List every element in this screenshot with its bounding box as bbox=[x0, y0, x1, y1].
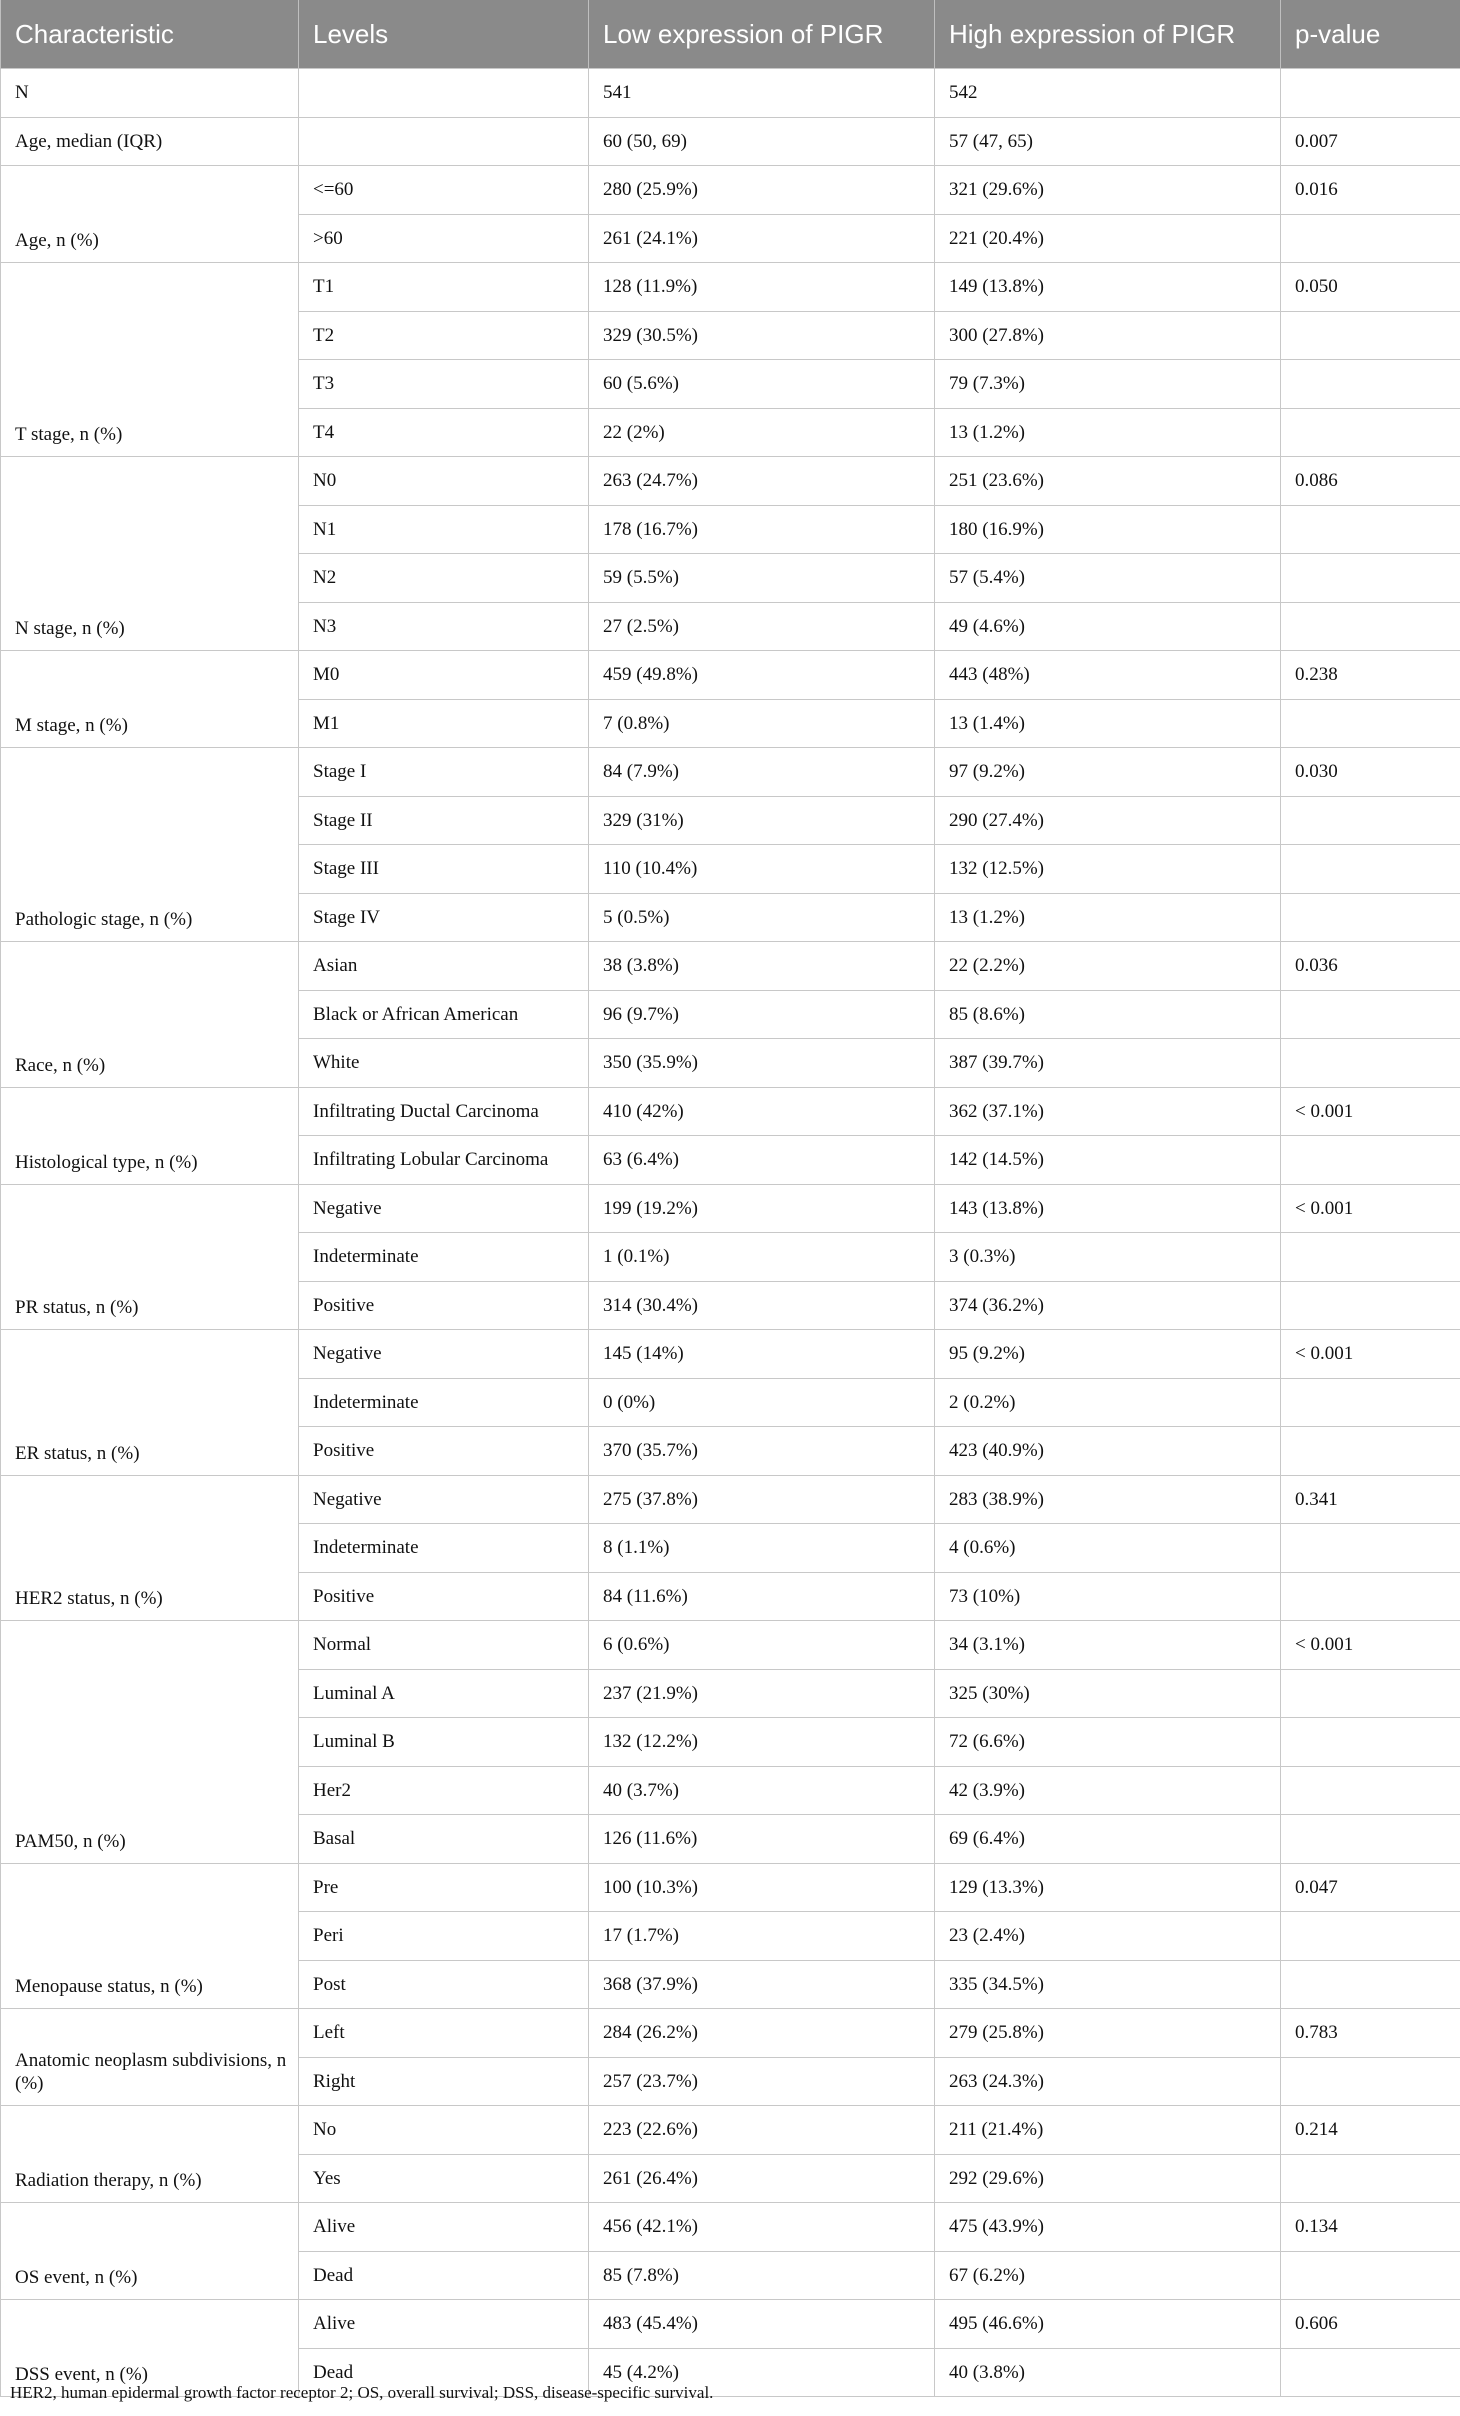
high-expression-cell: 57 (47, 65) bbox=[935, 117, 1281, 166]
high-expression-cell: 374 (36.2%) bbox=[935, 1281, 1281, 1330]
high-expression-cell: 73 (10%) bbox=[935, 1572, 1281, 1621]
p-value-cell bbox=[1281, 845, 1460, 894]
characteristic-cell: Anatomic neoplasm subdivisions, n (%) bbox=[1, 2009, 299, 2106]
high-expression-cell: 79 (7.3%) bbox=[935, 360, 1281, 409]
low-expression-cell: 22 (2%) bbox=[589, 408, 935, 457]
table-row bbox=[1, 1621, 1460, 1670]
low-expression-cell: 263 (24.7%) bbox=[589, 457, 935, 506]
characteristic-cell: PAM50, n (%) bbox=[1, 1621, 299, 1864]
high-expression-cell: 321 (29.6%) bbox=[935, 166, 1281, 215]
p-value-cell bbox=[1281, 311, 1460, 360]
low-expression-cell: 199 (19.2%) bbox=[589, 1184, 935, 1233]
table-row bbox=[1, 2203, 1460, 2252]
table-row bbox=[1, 1184, 1460, 1233]
low-expression-cell: 370 (35.7%) bbox=[589, 1427, 935, 1476]
high-expression-cell: 3 (0.3%) bbox=[935, 1233, 1281, 1282]
level-cell: Negative bbox=[299, 1330, 589, 1379]
high-expression-cell: 4 (0.6%) bbox=[935, 1524, 1281, 1573]
table-row bbox=[1, 1087, 1460, 1136]
high-expression-cell: 34 (3.1%) bbox=[935, 1621, 1281, 1670]
p-value-cell: < 0.001 bbox=[1281, 1330, 1460, 1379]
p-value-cell bbox=[1281, 2057, 1460, 2106]
level-cell: N2 bbox=[299, 554, 589, 603]
p-value-cell: 0.016 bbox=[1281, 166, 1460, 215]
p-value-cell bbox=[1281, 1039, 1460, 1088]
characteristic-cell: Histological type, n (%) bbox=[1, 1087, 299, 1184]
low-expression-cell: 456 (42.1%) bbox=[589, 2203, 935, 2252]
characteristic-cell: Age, median (IQR) bbox=[1, 117, 299, 166]
level-cell: Stage IV bbox=[299, 893, 589, 942]
characteristic-cell: N stage, n (%) bbox=[1, 457, 299, 651]
level-cell: M1 bbox=[299, 699, 589, 748]
p-value-cell bbox=[1281, 1427, 1460, 1476]
p-value-cell: 0.086 bbox=[1281, 457, 1460, 506]
p-value-cell bbox=[1281, 1136, 1460, 1185]
level-cell: N0 bbox=[299, 457, 589, 506]
level-cell: T2 bbox=[299, 311, 589, 360]
p-value-cell bbox=[1281, 602, 1460, 651]
p-value-cell bbox=[1281, 1960, 1460, 2009]
low-expression-cell: 410 (42%) bbox=[589, 1087, 935, 1136]
level-cell: Negative bbox=[299, 1475, 589, 1524]
p-value-cell bbox=[1281, 1718, 1460, 1767]
p-value-cell bbox=[1281, 1669, 1460, 1718]
high-expression-cell: 129 (13.3%) bbox=[935, 1863, 1281, 1912]
low-expression-cell: 132 (12.2%) bbox=[589, 1718, 935, 1767]
low-expression-cell: 59 (5.5%) bbox=[589, 554, 935, 603]
high-expression-cell: 142 (14.5%) bbox=[935, 1136, 1281, 1185]
characteristic-cell: M stage, n (%) bbox=[1, 651, 299, 748]
low-expression-cell: 275 (37.8%) bbox=[589, 1475, 935, 1524]
table-row bbox=[1, 69, 1460, 118]
high-expression-cell: 13 (1.4%) bbox=[935, 699, 1281, 748]
level-cell: T1 bbox=[299, 263, 589, 312]
level-cell: Her2 bbox=[299, 1766, 589, 1815]
low-expression-cell: 45 (4.2%) bbox=[589, 2348, 935, 2397]
level-cell: Basal bbox=[299, 1815, 589, 1864]
p-value-cell bbox=[1281, 214, 1460, 263]
high-expression-cell: 475 (43.9%) bbox=[935, 2203, 1281, 2252]
level-cell: Positive bbox=[299, 1572, 589, 1621]
level-cell: T3 bbox=[299, 360, 589, 409]
table-row bbox=[1, 2009, 1460, 2058]
table-row bbox=[1, 166, 1460, 215]
p-value-cell: < 0.001 bbox=[1281, 1184, 1460, 1233]
level-cell: Right bbox=[299, 2057, 589, 2106]
level-cell: Dead bbox=[299, 2251, 589, 2300]
level-cell: Positive bbox=[299, 1281, 589, 1330]
level-cell: No bbox=[299, 2106, 589, 2155]
table-row bbox=[1, 1330, 1460, 1379]
low-expression-cell: 261 (24.1%) bbox=[589, 214, 935, 263]
low-expression-cell: 1 (0.1%) bbox=[589, 1233, 935, 1282]
low-expression-cell: 284 (26.2%) bbox=[589, 2009, 935, 2058]
high-expression-cell: 290 (27.4%) bbox=[935, 796, 1281, 845]
low-expression-cell: 257 (23.7%) bbox=[589, 2057, 935, 2106]
header-high-expression: High expression of PIGR bbox=[935, 0, 1281, 69]
p-value-cell bbox=[1281, 990, 1460, 1039]
p-value-cell bbox=[1281, 1912, 1460, 1961]
low-expression-cell: 459 (49.8%) bbox=[589, 651, 935, 700]
low-expression-cell: 27 (2.5%) bbox=[589, 602, 935, 651]
p-value-cell: 0.341 bbox=[1281, 1475, 1460, 1524]
table-row bbox=[1, 748, 1460, 797]
header-row bbox=[1, 0, 1460, 69]
low-expression-cell: 100 (10.3%) bbox=[589, 1863, 935, 1912]
p-value-cell: 0.036 bbox=[1281, 942, 1460, 991]
high-expression-cell: 542 bbox=[935, 69, 1281, 118]
p-value-cell: < 0.001 bbox=[1281, 1621, 1460, 1670]
p-value-cell bbox=[1281, 505, 1460, 554]
high-expression-cell: 57 (5.4%) bbox=[935, 554, 1281, 603]
high-expression-cell: 387 (39.7%) bbox=[935, 1039, 1281, 1088]
p-value-cell bbox=[1281, 1233, 1460, 1282]
high-expression-cell: 495 (46.6%) bbox=[935, 2300, 1281, 2349]
p-value-cell: 0.050 bbox=[1281, 263, 1460, 312]
p-value-cell bbox=[1281, 893, 1460, 942]
low-expression-cell: 17 (1.7%) bbox=[589, 1912, 935, 1961]
p-value-cell bbox=[1281, 360, 1460, 409]
characteristic-cell: Radiation therapy, n (%) bbox=[1, 2106, 299, 2203]
level-cell: Pre bbox=[299, 1863, 589, 1912]
low-expression-cell: 84 (11.6%) bbox=[589, 1572, 935, 1621]
low-expression-cell: 38 (3.8%) bbox=[589, 942, 935, 991]
high-expression-cell: 40 (3.8%) bbox=[935, 2348, 1281, 2397]
level-cell: Luminal B bbox=[299, 1718, 589, 1767]
level-cell: Stage II bbox=[299, 796, 589, 845]
p-value-cell bbox=[1281, 408, 1460, 457]
p-value-cell: 0.606 bbox=[1281, 2300, 1460, 2349]
low-expression-cell: 280 (25.9%) bbox=[589, 166, 935, 215]
high-expression-cell: 221 (20.4%) bbox=[935, 214, 1281, 263]
high-expression-cell: 149 (13.8%) bbox=[935, 263, 1281, 312]
high-expression-cell: 251 (23.6%) bbox=[935, 457, 1281, 506]
low-expression-cell: 126 (11.6%) bbox=[589, 1815, 935, 1864]
table-row bbox=[1, 263, 1460, 312]
low-expression-cell: 329 (30.5%) bbox=[589, 311, 935, 360]
high-expression-cell: 42 (3.9%) bbox=[935, 1766, 1281, 1815]
p-value-cell bbox=[1281, 2251, 1460, 2300]
low-expression-cell: 96 (9.7%) bbox=[589, 990, 935, 1039]
table-row bbox=[1, 117, 1460, 166]
header-levels: Levels bbox=[299, 0, 589, 69]
level-cell: >60 bbox=[299, 214, 589, 263]
low-expression-cell: 483 (45.4%) bbox=[589, 2300, 935, 2349]
table-header bbox=[1, 0, 1460, 69]
level-cell: Indeterminate bbox=[299, 1378, 589, 1427]
low-expression-cell: 6 (0.6%) bbox=[589, 1621, 935, 1670]
table-row bbox=[1, 2106, 1460, 2155]
table-row bbox=[1, 1863, 1460, 1912]
p-value-cell: 0.047 bbox=[1281, 1863, 1460, 1912]
low-expression-cell: 63 (6.4%) bbox=[589, 1136, 935, 1185]
high-expression-cell: 292 (29.6%) bbox=[935, 2154, 1281, 2203]
level-cell: Infiltrating Ductal Carcinoma bbox=[299, 1087, 589, 1136]
level-cell: Alive bbox=[299, 2300, 589, 2349]
level-cell: Asian bbox=[299, 942, 589, 991]
low-expression-cell: 84 (7.9%) bbox=[589, 748, 935, 797]
low-expression-cell: 541 bbox=[589, 69, 935, 118]
high-expression-cell: 423 (40.9%) bbox=[935, 1427, 1281, 1476]
level-cell: Dead bbox=[299, 2348, 589, 2397]
p-value-cell: 0.783 bbox=[1281, 2009, 1460, 2058]
p-value-cell bbox=[1281, 1815, 1460, 1864]
table-footnote: HER2, human epidermal growth factor receptor 2; OS, overall survival; DSS, disease-specific survival. bbox=[10, 2383, 714, 2402]
low-expression-cell: 350 (35.9%) bbox=[589, 1039, 935, 1088]
high-expression-cell: 72 (6.6%) bbox=[935, 1718, 1281, 1767]
header-p-value: p-value bbox=[1281, 0, 1460, 69]
low-expression-cell: 60 (50, 69) bbox=[589, 117, 935, 166]
level-cell: Yes bbox=[299, 2154, 589, 2203]
high-expression-cell: 143 (13.8%) bbox=[935, 1184, 1281, 1233]
high-expression-cell: 49 (4.6%) bbox=[935, 602, 1281, 651]
low-expression-cell: 368 (37.9%) bbox=[589, 1960, 935, 2009]
high-expression-cell: 132 (12.5%) bbox=[935, 845, 1281, 894]
level-cell: Stage I bbox=[299, 748, 589, 797]
high-expression-cell: 362 (37.1%) bbox=[935, 1087, 1281, 1136]
low-expression-cell: 5 (0.5%) bbox=[589, 893, 935, 942]
low-expression-cell: 128 (11.9%) bbox=[589, 263, 935, 312]
level-cell: Positive bbox=[299, 1427, 589, 1476]
level-cell: White bbox=[299, 1039, 589, 1088]
table-row bbox=[1, 2300, 1460, 2349]
p-value-cell bbox=[1281, 2348, 1460, 2397]
high-expression-cell: 211 (21.4%) bbox=[935, 2106, 1281, 2155]
high-expression-cell: 2 (0.2%) bbox=[935, 1378, 1281, 1427]
characteristic-cell: N bbox=[1, 69, 299, 118]
level-cell: Indeterminate bbox=[299, 1233, 589, 1282]
table-body bbox=[1, 69, 1460, 2397]
characteristic-cell: Age, n (%) bbox=[1, 166, 299, 263]
p-value-cell: 0.134 bbox=[1281, 2203, 1460, 2252]
level-cell: Left bbox=[299, 2009, 589, 2058]
characteristic-cell: Menopause status, n (%) bbox=[1, 1863, 299, 2009]
level-cell: Luminal A bbox=[299, 1669, 589, 1718]
high-expression-cell: 97 (9.2%) bbox=[935, 748, 1281, 797]
level-cell: Negative bbox=[299, 1184, 589, 1233]
characteristic-cell: ER status, n (%) bbox=[1, 1330, 299, 1476]
high-expression-cell: 443 (48%) bbox=[935, 651, 1281, 700]
high-expression-cell: 69 (6.4%) bbox=[935, 1815, 1281, 1864]
low-expression-cell: 7 (0.8%) bbox=[589, 699, 935, 748]
characteristic-cell: Race, n (%) bbox=[1, 942, 299, 1088]
characteristic-cell: PR status, n (%) bbox=[1, 1184, 299, 1330]
header-low-expression: Low expression of PIGR bbox=[589, 0, 935, 69]
high-expression-cell: 300 (27.8%) bbox=[935, 311, 1281, 360]
high-expression-cell: 325 (30%) bbox=[935, 1669, 1281, 1718]
p-value-cell: 0.030 bbox=[1281, 748, 1460, 797]
high-expression-cell: 13 (1.2%) bbox=[935, 893, 1281, 942]
level-cell: Stage III bbox=[299, 845, 589, 894]
high-expression-cell: 180 (16.9%) bbox=[935, 505, 1281, 554]
high-expression-cell: 263 (24.3%) bbox=[935, 2057, 1281, 2106]
p-value-cell bbox=[1281, 1524, 1460, 1573]
level-cell: N3 bbox=[299, 602, 589, 651]
p-value-cell bbox=[1281, 1378, 1460, 1427]
characteristic-cell: DSS event, n (%) bbox=[1, 2300, 299, 2397]
high-expression-cell: 13 (1.2%) bbox=[935, 408, 1281, 457]
low-expression-cell: 60 (5.6%) bbox=[589, 360, 935, 409]
low-expression-cell: 145 (14%) bbox=[589, 1330, 935, 1379]
level-cell: Black or African American bbox=[299, 990, 589, 1039]
high-expression-cell: 335 (34.5%) bbox=[935, 1960, 1281, 2009]
level-cell: Alive bbox=[299, 2203, 589, 2252]
p-value-cell bbox=[1281, 2154, 1460, 2203]
high-expression-cell: 85 (8.6%) bbox=[935, 990, 1281, 1039]
level-cell bbox=[299, 69, 589, 118]
p-value-cell bbox=[1281, 1766, 1460, 1815]
characteristic-cell: OS event, n (%) bbox=[1, 2203, 299, 2300]
characteristic-cell: T stage, n (%) bbox=[1, 263, 299, 457]
table-row bbox=[1, 942, 1460, 991]
level-cell bbox=[299, 117, 589, 166]
p-value-cell bbox=[1281, 69, 1460, 118]
low-expression-cell: 314 (30.4%) bbox=[589, 1281, 935, 1330]
high-expression-cell: 67 (6.2%) bbox=[935, 2251, 1281, 2300]
p-value-cell bbox=[1281, 796, 1460, 845]
table-row bbox=[1, 651, 1460, 700]
characteristic-cell: HER2 status, n (%) bbox=[1, 1475, 299, 1621]
high-expression-cell: 95 (9.2%) bbox=[935, 1330, 1281, 1379]
p-value-cell bbox=[1281, 554, 1460, 603]
header-characteristic: Characteristic bbox=[1, 0, 299, 69]
low-expression-cell: 110 (10.4%) bbox=[589, 845, 935, 894]
characteristic-cell: Pathologic stage, n (%) bbox=[1, 748, 299, 942]
p-value-cell: 0.007 bbox=[1281, 117, 1460, 166]
high-expression-cell: 23 (2.4%) bbox=[935, 1912, 1281, 1961]
low-expression-cell: 85 (7.8%) bbox=[589, 2251, 935, 2300]
p-value-cell bbox=[1281, 699, 1460, 748]
high-expression-cell: 279 (25.8%) bbox=[935, 2009, 1281, 2058]
p-value-cell: 0.214 bbox=[1281, 2106, 1460, 2155]
level-cell: Post bbox=[299, 1960, 589, 2009]
level-cell: Peri bbox=[299, 1912, 589, 1961]
low-expression-cell: 223 (22.6%) bbox=[589, 2106, 935, 2155]
low-expression-cell: 329 (31%) bbox=[589, 796, 935, 845]
low-expression-cell: 178 (16.7%) bbox=[589, 505, 935, 554]
low-expression-cell: 0 (0%) bbox=[589, 1378, 935, 1427]
level-cell: T4 bbox=[299, 408, 589, 457]
p-value-cell bbox=[1281, 1281, 1460, 1330]
p-value-cell: 0.238 bbox=[1281, 651, 1460, 700]
table-row bbox=[1, 1475, 1460, 1524]
level-cell: N1 bbox=[299, 505, 589, 554]
level-cell: M0 bbox=[299, 651, 589, 700]
p-value-cell bbox=[1281, 1572, 1460, 1621]
low-expression-cell: 237 (21.9%) bbox=[589, 1669, 935, 1718]
level-cell: Normal bbox=[299, 1621, 589, 1670]
low-expression-cell: 40 (3.7%) bbox=[589, 1766, 935, 1815]
level-cell: Indeterminate bbox=[299, 1524, 589, 1573]
p-value-cell: < 0.001 bbox=[1281, 1087, 1460, 1136]
low-expression-cell: 8 (1.1%) bbox=[589, 1524, 935, 1573]
table-row bbox=[1, 457, 1460, 506]
level-cell: Infiltrating Lobular Carcinoma bbox=[299, 1136, 589, 1185]
high-expression-cell: 22 (2.2%) bbox=[935, 942, 1281, 991]
level-cell: <=60 bbox=[299, 166, 589, 215]
low-expression-cell: 261 (26.4%) bbox=[589, 2154, 935, 2203]
high-expression-cell: 283 (38.9%) bbox=[935, 1475, 1281, 1524]
